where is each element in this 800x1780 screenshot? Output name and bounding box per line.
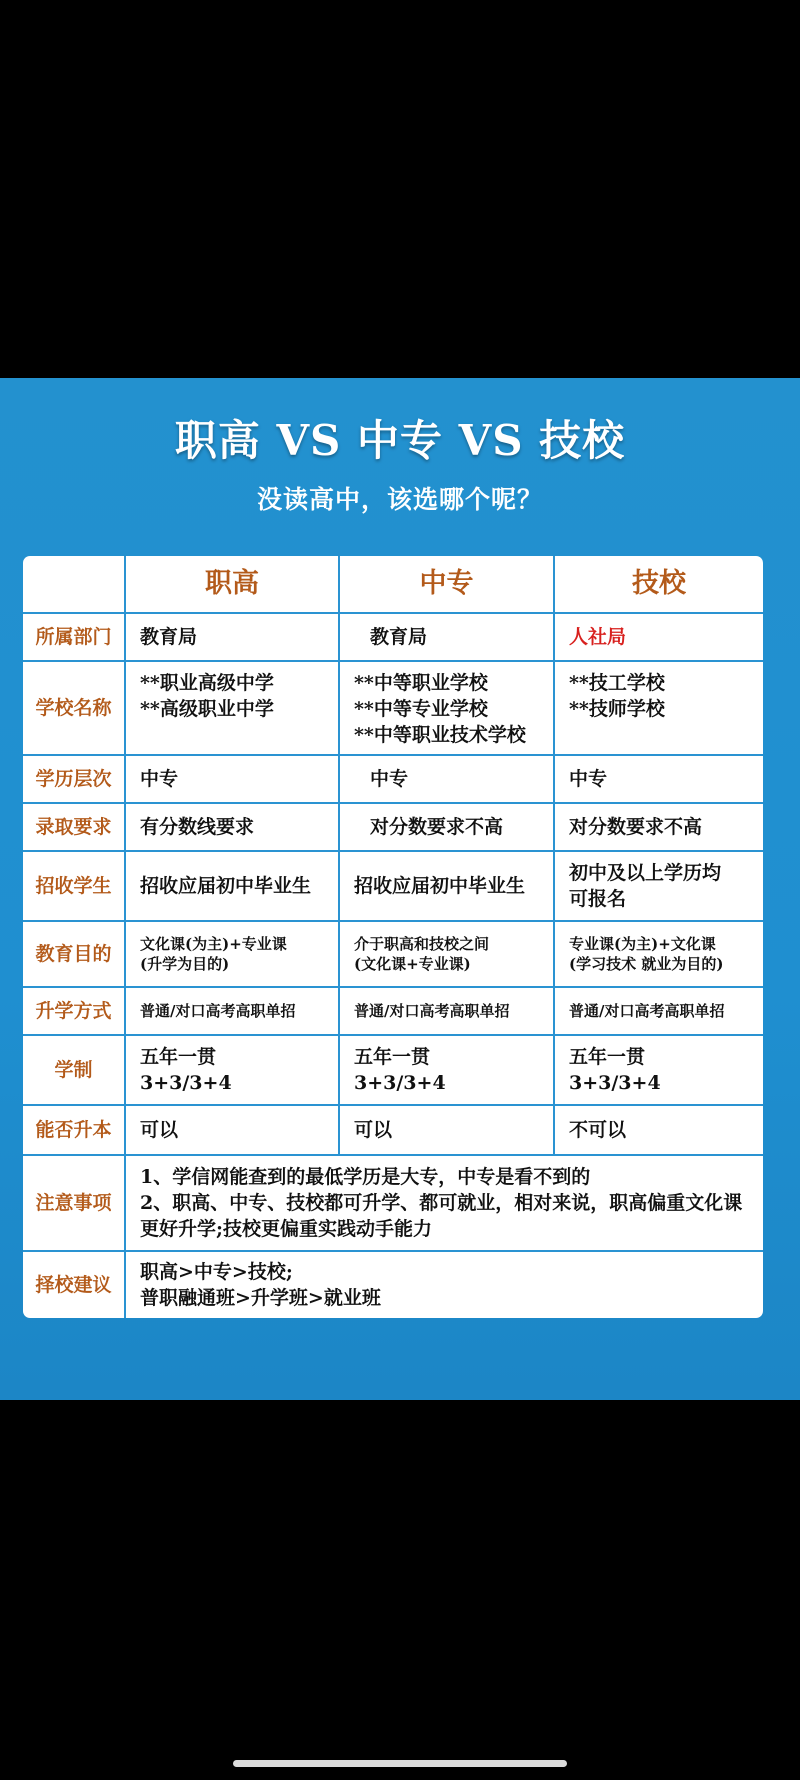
header-zhongzhuan: 中专 (340, 556, 555, 612)
table-row (23, 852, 763, 922)
table-row (23, 614, 763, 662)
header-jixiao: 技校 (632, 568, 686, 599)
table-cell: 有分数线要求 (126, 804, 340, 850)
table-row (23, 988, 763, 1036)
table-cell: 五年一贯 3+3/3+4 (126, 1036, 340, 1104)
row-label: 所属部门 (23, 614, 126, 660)
table-cell: **技工学校 **技师学校 (569, 672, 665, 720)
row-label: 学校名称 (23, 662, 126, 754)
home-indicator[interactable] (233, 1760, 567, 1767)
table-cell: 五年一贯 3+3/3+4 (569, 1046, 661, 1094)
table-cell: 普通/对口高考高职单招 (126, 988, 340, 1034)
table-row (23, 1036, 763, 1106)
table-cell: **职业高级中学 **高级职业中学 (126, 662, 340, 754)
row-label: 学制 (23, 1036, 126, 1104)
row-label: 升学方式 (23, 988, 126, 1034)
table-cell: 普通/对口高考高职单招 (569, 1002, 725, 1020)
row-label: 录取要求 (23, 804, 126, 850)
header-zhigao: 职高 (126, 556, 340, 612)
table-row (23, 662, 763, 756)
table-cell: 中专 (340, 756, 555, 802)
row-label: 教育目的 (23, 922, 126, 986)
table-cell: 介于职高和技校之间 (文化课+专业课) (340, 922, 555, 986)
table-cell: 可以 (126, 1106, 340, 1154)
comparison-table (23, 556, 763, 1318)
row-label: 注意事项 (23, 1156, 126, 1250)
table-cell: 普通/对口高考高职单招 (340, 988, 555, 1034)
poster (0, 378, 800, 1400)
table-cell: 可以 (340, 1106, 555, 1154)
table-header-row (23, 556, 763, 614)
table-row (23, 756, 763, 804)
table-row (23, 922, 763, 988)
table-cell: 招收应届初中毕业生 (126, 852, 340, 920)
table-cell: 教育局 (126, 614, 340, 660)
notes-text: 1、学信网能查到的最低学历是大专，中专是看不到的 2、职高、中专、技校都可升学、都可就业，相对来说，职高偏重文化课更好升学;技校更偏重实践动手能力 (140, 1166, 743, 1240)
table-cell: 初中及以上学历均 可报名 (569, 862, 722, 910)
advice-text: 职高>中专>技校; 普职融通班>升学班>就业班 (140, 1261, 381, 1309)
table-cell: 不可以 (569, 1119, 627, 1141)
table-cell: 中专 (126, 756, 340, 802)
table-cell: 专业课(为主)+文化课 (学习技术 就业为目的) (569, 935, 724, 973)
table-cell: 中专 (569, 768, 608, 790)
table-row-advice (23, 1252, 763, 1318)
header-corner (23, 556, 126, 612)
row-label: 择校建议 (23, 1252, 126, 1318)
page-title: 职高 VS 中专 VS 技校 (174, 416, 626, 465)
row-label: 招收学生 (23, 852, 126, 920)
table-cell: 人社局 (569, 626, 627, 648)
table-cell: 五年一贯 3+3/3+4 (340, 1036, 555, 1104)
table-cell: 招收应届初中毕业生 (340, 852, 555, 920)
row-label: 能否升本 (23, 1106, 126, 1154)
table-row (23, 1106, 763, 1156)
table-row (23, 804, 763, 852)
table-row-notes (23, 1156, 763, 1252)
table-cell: **中等职业学校 **中等专业学校 **中等职业技术学校 (340, 662, 555, 754)
page-subtitle: 没读高中，该选哪个呢？ (256, 485, 543, 514)
table-cell: 对分数要求不高 (340, 804, 555, 850)
table-cell: 教育局 (340, 614, 555, 660)
table-cell: 文化课(为主)+专业课 (升学为目的) (126, 922, 340, 986)
table-cell: 对分数要求不高 (569, 816, 703, 838)
row-label: 学历层次 (23, 756, 126, 802)
